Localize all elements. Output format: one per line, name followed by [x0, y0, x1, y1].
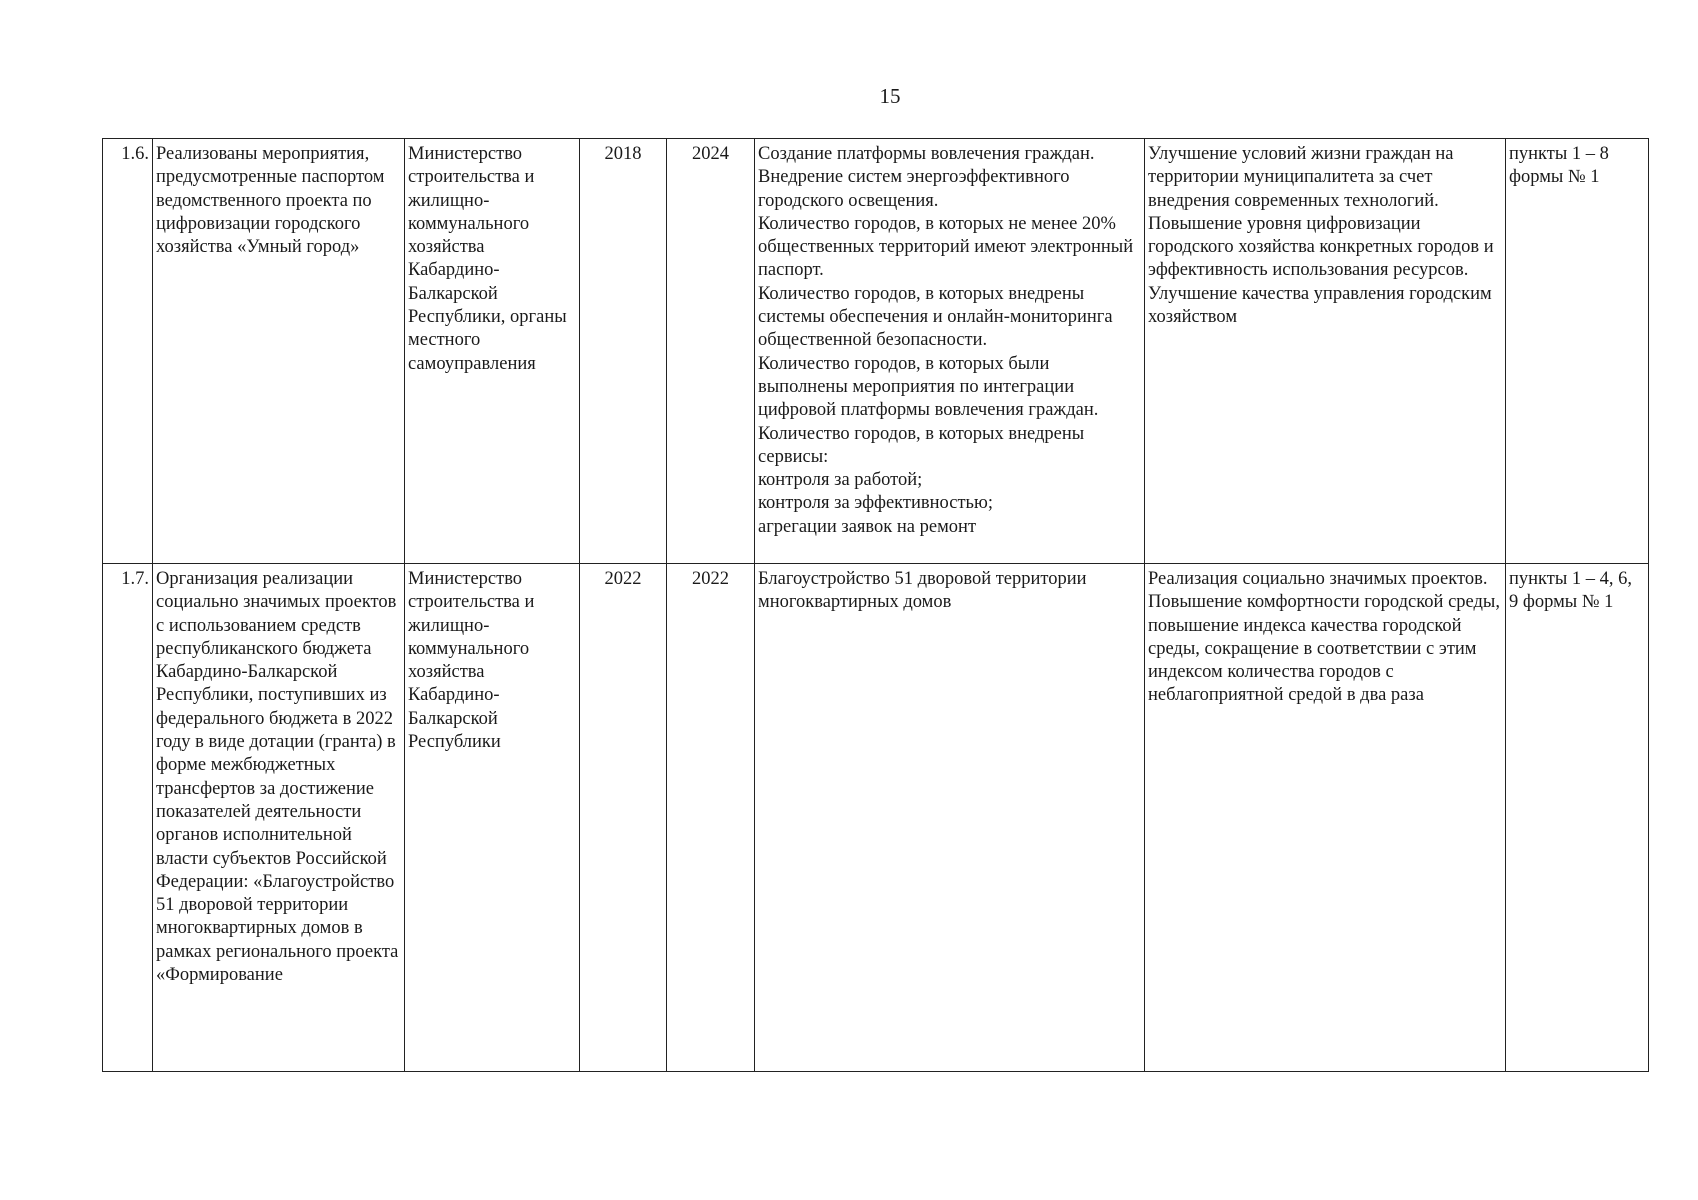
event-cell: Организация реализации социально значимых проектов с использованием средств республиканского бюджета Кабардино-Балкарской Республики, поступивших из федерального бюджета в 2022 году в виде дотации (гранта) в форме межбюджетных трансфертов за достижение показателей деятельности органов исполнительной власти субъектов Российской Федерации: «Благоустройство 51 дворовой территории многоквартирных домов в рамках регионального проекта «Формирование: [153, 564, 405, 1072]
responsible-cell: Министерство строительства и жилищно-коммунального хозяйства Кабардино-Балкарской Республики, органы местного самоуправления: [405, 139, 580, 564]
year-start-cell: 2018: [580, 139, 667, 564]
year-end-cell: 2024: [667, 139, 755, 564]
result-cell: Создание платформы вовлечения граждан. Внедрение систем энергоэффективного городского освещения. Количество городов, в которых не менее 20% общественных территорий имеют электронный паспорт. Количество городов, в которых внедрены системы обеспечения и онлайн-мониторинга общественной безопасности. Количество городов, в которых были выполнены мероприятия по интеграции цифровой платформы вовлечения граждан. Количество городов, в которых внедрены сервисы: контроля за работой; контроля за эффективностью; агрегации заявок на ремонт: [755, 139, 1145, 564]
year-end-cell: 2022: [667, 564, 755, 1072]
link-cell: пункты 1 – 8 формы № 1: [1506, 139, 1649, 564]
result-cell: Благоустройство 51 дворовой территории многоквартирных домов: [755, 564, 1145, 1072]
effect-cell: Улучшение условий жизни граждан на территории муниципалитета за счет внедрения современных технологий. Повышение уровня цифровизации городского хозяйства конкретных городов и эффективность использования ресурсов. Улучшение качества управления городским хозяйством: [1145, 139, 1506, 564]
row-number: 1.6.: [103, 139, 153, 564]
effect-cell: Реализация социально значимых проектов. Повышение комфортности городской среды, повышение индекса качества городской среды, сокращение в соответствии с этим индексом количества городов с неблагоприятной средой в два раза: [1145, 564, 1506, 1072]
year-start-cell: 2022: [580, 564, 667, 1072]
row-number: 1.7.: [103, 564, 153, 1072]
table-row: [103, 564, 1649, 1072]
table-row: [103, 139, 1649, 564]
measures-table: [102, 138, 1649, 1072]
page-number: 15: [879, 84, 901, 108]
link-cell: пункты 1 – 4, 6, 9 формы № 1: [1506, 564, 1649, 1072]
responsible-cell: Министерство строительства и жилищно-коммунального хозяйства Кабардино-Балкарской Республики: [405, 564, 580, 1072]
event-cell: Реализованы мероприятия, предусмотренные паспортом ведомственного проекта по цифровизации городского хозяйства «Умный город»: [153, 139, 405, 564]
